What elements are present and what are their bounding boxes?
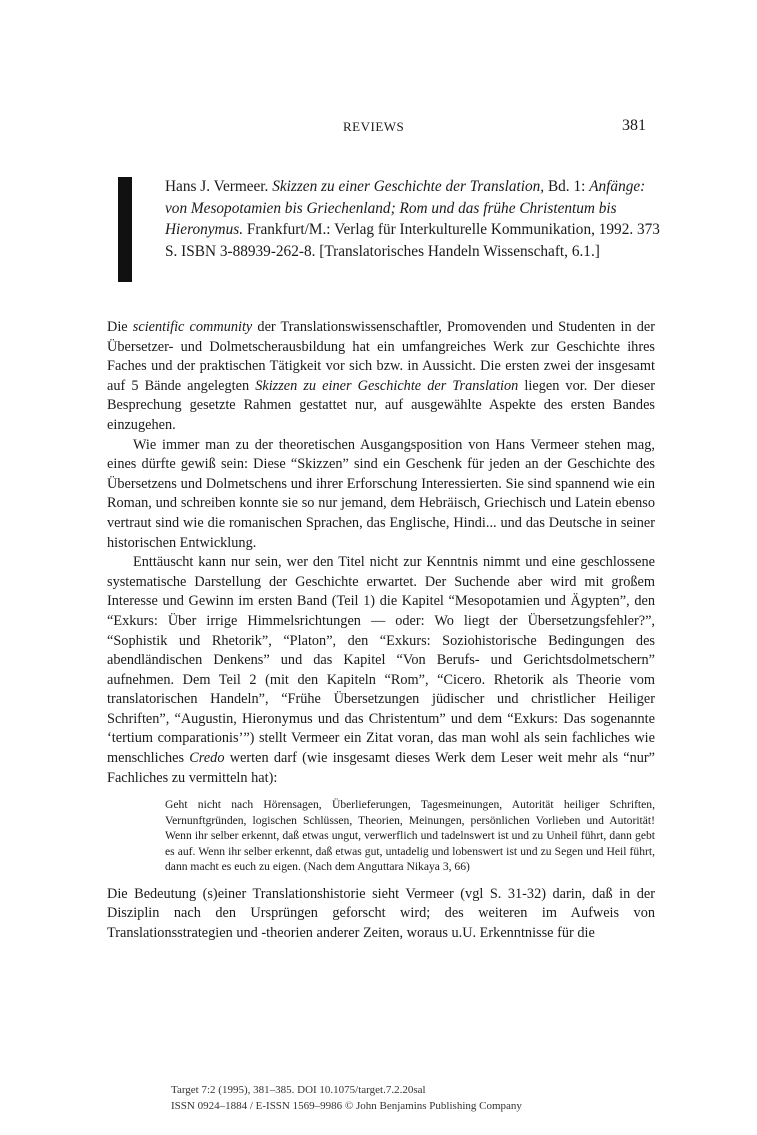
initial-letter-i bbox=[118, 177, 132, 282]
paragraph-1 bbox=[107, 318, 655, 436]
citation-author: Hans J. Vermeer. bbox=[165, 178, 269, 195]
p1-italic-b: Skizzen zu einer Geschichte der Translation bbox=[255, 377, 519, 394]
p3-italic: Credo bbox=[189, 750, 225, 767]
citation-title: Skizzen zu einer Geschichte der Translation, bbox=[272, 178, 545, 195]
p1-text-b: der Translationswissenschaftler, Promovenden und Studenten in der Übersetzer- und Dolmetscherausbildung hat ein umfangreiches Werk zur Geschichte ihres Faches und der praktischen Tätigkeit vor sich bzw. in Aussicht. Die ersten zwei der insgesamt auf 5 Bände angelegten bbox=[107, 319, 655, 394]
review-citation bbox=[165, 176, 660, 262]
p1-text-c: liegen vor. Der dieser Besprechung gesetzte Rahmen gestattet nur, auf ausgewählte Aspekte des ersten Bandes einzugehen. bbox=[107, 377, 655, 433]
p3-text-b: werten darf (wie insgesamt dieses Werk dem Leser weit mehr als “nur” Fachliches zu vermitteln hat): bbox=[107, 750, 655, 786]
footer-issn: ISSN 0924–1884 / E-ISSN 1569–9986 © John Benjamins Publishing Company bbox=[171, 1100, 522, 1112]
review-body bbox=[107, 318, 655, 944]
citation-subtitle: Anfänge: von Mesopotamien bis Griechenland; Rom und das frühe Christentum bis Hieronymus. bbox=[165, 178, 646, 239]
p3-text-a: Enttäuscht kann nur sein, wer den Titel nicht zur Kenntnis nimmt und eine geschlossene systematische Darstellung der Geschichte erwartet. Der Suchende aber wird mit großem Interesse und Gewinn im ersten Band (Teil 1) die Kapitel “Mesopotamien und Ägypten”, den “Exkurs: Über irrige Himmelsrichtungen — oder: Wo liegt der Übersetzungsfehler?”, “Sophistik und Rhetorik”, “Platon”, den “Exkurs: Soziohistorische Bedingungen des abendländischen Denkens” und das Kapitel “Von Berufs- und Gerichtsdolmetschern” aufnehmen. Dem Teil 2 (mit den Kapiteln “Rom”, “Cicero. Rhetorik als Theorie vom translatorischen Handeln”, “Frühe Übersetzungen jüdischer und christlicher Heiliger Schriften”, “Augustin, Hieronymus und das Christentum” und dem “Exkurs: Das sogenannte ‘tertium comparationis’”) stellt Vermeer ein Zitat voran, das man wohl als sein fachliches wie menschliches bbox=[107, 554, 655, 767]
running-head bbox=[0, 117, 757, 137]
paragraph-4: Die Bedeutung (s)einer Translationshistorie sieht Vermeer (vgl S. 31-32) darin, daß in der Disziplin nach den Ursprüngen geforscht wird; des weiteren im Aufweis von Translationsstrategien und -theorien anderer Zeiten, woraus u.U. Erkenntnisse für die bbox=[107, 885, 655, 941]
running-title: REVIEWS bbox=[343, 119, 405, 134]
citation-volume: Bd. 1: bbox=[547, 178, 586, 195]
page-number: 381 bbox=[622, 117, 646, 134]
footer-doi: Target 7:2 (1995), 381–385. DOI 10.1075/target.7.2.20sal bbox=[171, 1084, 426, 1096]
paragraph-2: Wie immer man zu der theoretischen Ausgangsposition von Hans Vermeer stehen mag, eines dürfte gewiß sein: Diese “Skizzen” sind ein Geschenk für jeden an der Geschichte des Übersetzens und Dolmetschens und ihrer Erforschung Interessierten. Sie sind spannend wie ein Roman, und schreiben konnte sie so nur jemand, dem Hebräisch, Griechisch und Latein ebenso vertraut sind wie die romanischen Sprachen, das Englische, Hindi... und das Deutsche in seiner historischen Entwicklung. bbox=[107, 436, 655, 551]
block-quote: Geht nicht nach Hörensagen, Überlieferungen, Tagesmeinungen, Autorität heiliger Schriften, Vernunftgründen, logischen Schlüssen, Theorien, Meinungen, persönlichen Vorlieben und Autorität! Wenn ihr selber erkennt, daß etwas ungut, verwerflich und tadelnswert ist und zu Unheil führt, dann gebt es auf. Wenn ihr selber erkennt, daß etwas gut, untadelig und lobenswert ist und zu Segen und Heil führt, dann macht es euch zu eigen. (Nach dem Anguttara Nikaya 3, 66) bbox=[165, 798, 655, 874]
p1-italic-a: scientific community bbox=[132, 319, 253, 335]
p1-text-a: Die bbox=[107, 319, 128, 335]
paragraph-3 bbox=[107, 553, 655, 788]
citation-publication: Frankfurt/M.: Verlag für Interkulturelle Kommunikation, 1992. 373 S. ISBN 3-88939-262-8. [Translatorisches Handeln Wissenschaft, 6.1.] bbox=[165, 221, 660, 260]
